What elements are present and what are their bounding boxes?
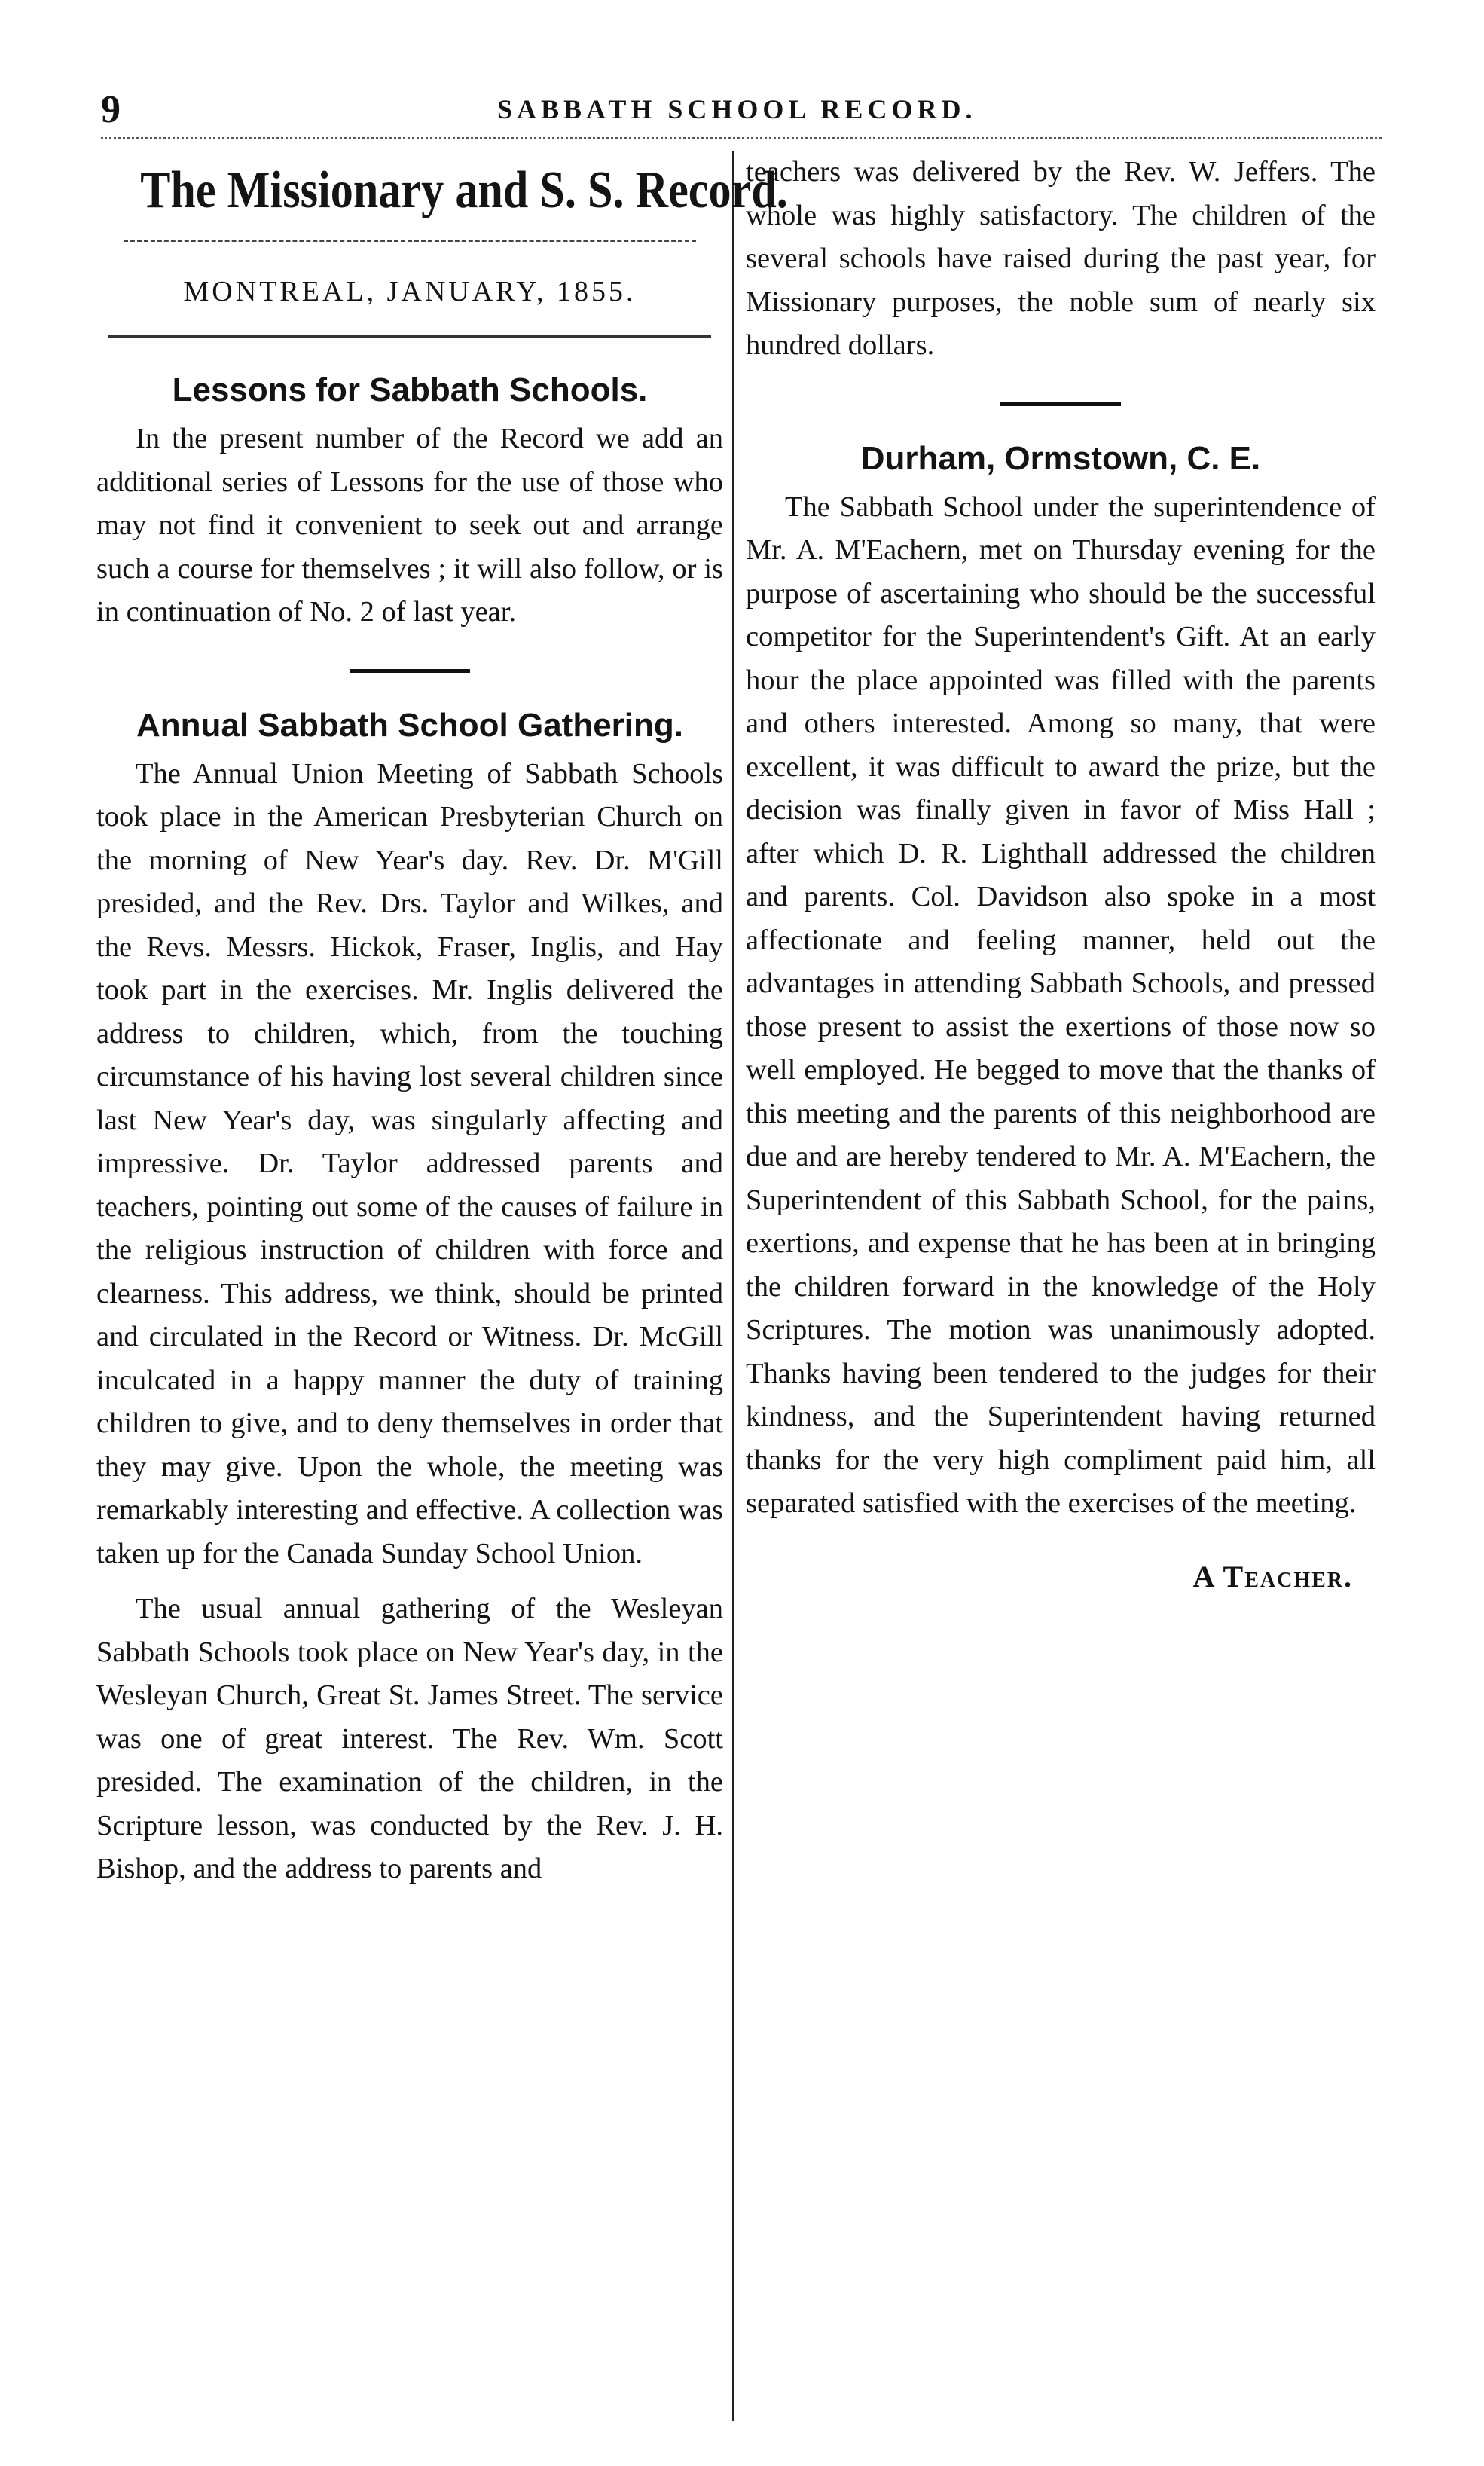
- lessons-heading: Lessons for Sabbath Schools.: [172, 371, 648, 408]
- masthead-title: The Missionary and S. S. Record.: [140, 161, 788, 219]
- dateline-rule: [108, 335, 711, 338]
- gathering-paragraph-2: The usual annual gathering of the Wesleyan Sabbath Schools took place on New Year's day, in the Wesleyan Church, Great St. James Street. The service was one of great interest. The Rev. Wm. Scott presided. The examination of the children, in the Scripture lesson, was conducted by the Rev. J. H. Bishop, and the address to parents and: [96, 1593, 723, 1884]
- header-rule: [101, 137, 1382, 139]
- gathering-paragraph-1: The Annual Union Meeting of Sabbath Schools took place in the American Presbyterian Church on the morning of New Year's day. Rev. Dr. M'Gill presided, and the Rev. Drs. Taylor and Wilkes, and the Revs. Messrs. Hickok, Fraser, Inglis, and Hay took part in the exercises. Mr. Inglis delivered the address to children, which, from the touching circumstance of his having lost several children since last New Year's day, was singularly affecting and impressive. Dr. Taylor addressed parents and teachers, pointing out some of the causes of failure in the religious instruction of children with force and clearness. This address, we think, should be printed and circulated in the Record or Witness. Dr. McGill inculcated in a happy manner the duty of training children to give, and to deny themselves in order that they may give. Upon the whole, the meeting was remarkably interesting and effective. A collection was taken up for the Canada Sunday School Union.: [96, 757, 723, 1569]
- dateline: MONTREAL, JANUARY, 1855.: [183, 276, 637, 307]
- signature: A Teacher.: [1192, 1559, 1353, 1594]
- section-separator: [1000, 402, 1121, 406]
- lessons-paragraph: In the present number of the Record we add an additional series of Lessons for the use of those who may not find it convenient to seek out and arrange such a course for themselves ; it will also follow, or is in continuation of No. 2 of last year.: [96, 423, 723, 628]
- column-divider: [732, 151, 734, 2421]
- durham-heading: Durham, Ormstown, C. E.: [860, 439, 1261, 477]
- gathering-paragraph-continued: teachers was delivered by the Rev. W. Jeffers. The whole was highly satisfactory. The children of the several schools have raised during the past year, for Missionary purposes, the noble sum of nearly six hundred dollars.: [746, 156, 1376, 361]
- left-column: [96, 151, 788, 1891]
- right-column: [746, 151, 1376, 1594]
- gathering-heading: Annual Sabbath School Gathering.: [136, 706, 684, 744]
- running-title: SABBATH SCHOOL RECORD.: [497, 94, 977, 124]
- durham-paragraph: The Sabbath School under the superintendence of Mr. A. M'Eachern, met on Thursday evening for the purpose of ascertaining who should be the successful competitor for the Superintendent's Gift. At an early hour the place appointed was filled with the parents and others interested. Among so many, that were excellent, it was difficult to award the prize, but the decision was finally given in favor of Miss Hall ; after which D. R. Lighthall addressed the children and parents. Col. Davidson also spoke in a most affectionate and feeling manner, held out the advantages in attending Sabbath Schools, and pressed those present to assist the exertions of those now so well employed. He begged to move that the thanks of this meeting and the parents of this neighborhood are due and are hereby tendered to Mr. A. M'Eachern, the Superintendent of this Sabbath School, for the pains, exertions, and expense that he has been at in bringing the children forward in the knowledge of the Holy Scriptures. The motion was unanimously adopted. Thanks having been tendered to the judges for their kindness, and the Superintendent having returned thanks for the very high compliment paid him, all separated satisfied with the exercises of the meeting.: [746, 490, 1376, 1519]
- page-number: 9: [101, 88, 121, 131]
- masthead-rule: [124, 240, 696, 242]
- section-separator: [350, 669, 470, 673]
